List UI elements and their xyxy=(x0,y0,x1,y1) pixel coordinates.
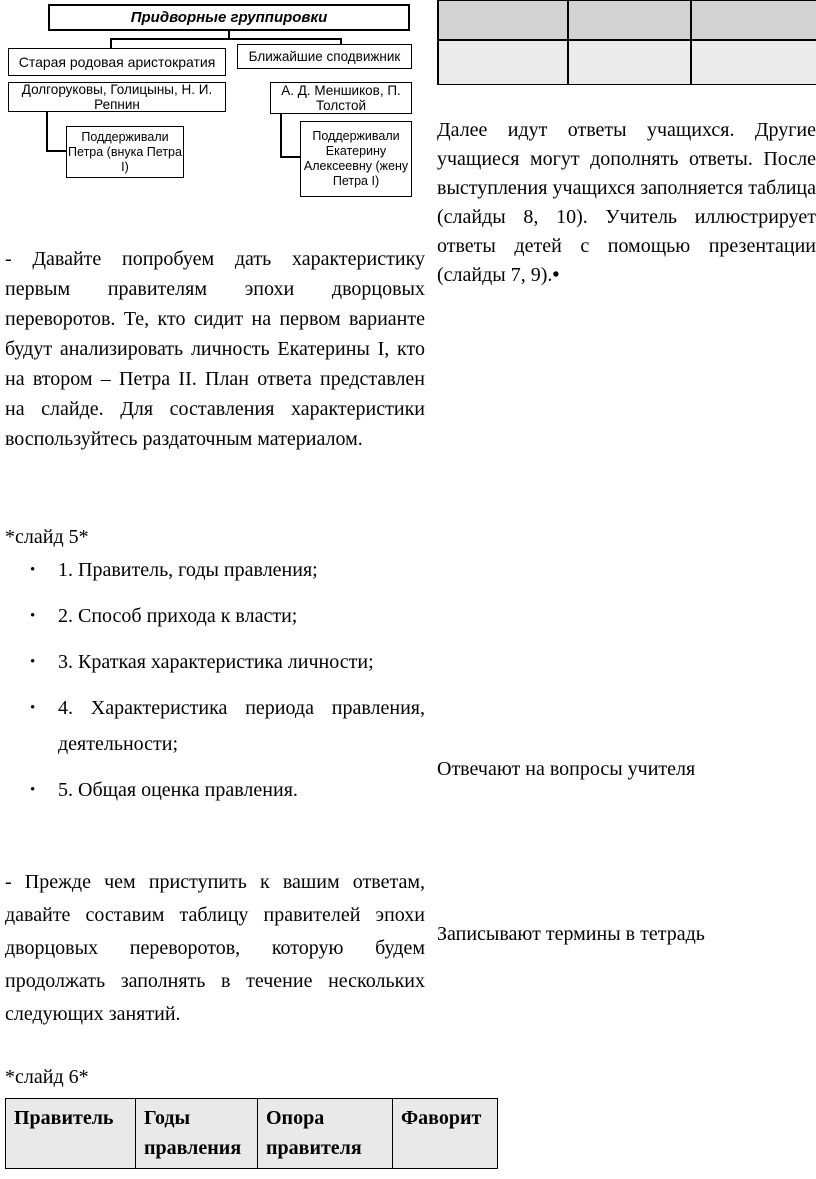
list-item xyxy=(30,644,425,680)
table-header-favorite: Фаворит xyxy=(393,1099,498,1169)
list-item-text: 4. Характеристика периода правления, деятельности; xyxy=(58,697,425,755)
top-empty-table xyxy=(437,0,816,85)
teacher-notes-text: Далее идут ответы учащихся. Другие учащиеся могут дополнять ответы. После выступления учащихся заполняется таблица (слайды 8, 10). Учитель иллюстрирует ответы детей с помощью презентации (слайды 7, 9). xyxy=(437,119,816,286)
empty-cell xyxy=(438,40,568,85)
list-item xyxy=(30,772,425,808)
right-group-box xyxy=(237,44,412,69)
list-item-text: 2. Способ прихода к власти; xyxy=(58,605,298,627)
footnote-bullet: • xyxy=(552,264,560,286)
diagram-title-box xyxy=(48,4,410,31)
bullet-icon: • xyxy=(30,608,36,624)
connector-line xyxy=(280,114,282,158)
connector-line xyxy=(46,150,66,152)
lesson-paragraph-2: - Прежде чем приступить к вашим ответам, давайте составим таблицу правителей эпохи дворцовых переворотов, которую будем продолжать заполнять в течение нескольких следующих занятий. xyxy=(5,871,425,1025)
right-support-box xyxy=(300,121,412,197)
table-header-support: Опора правителя xyxy=(258,1099,393,1169)
bullet-icon: • xyxy=(30,782,36,798)
bullet-icon: • xyxy=(30,654,36,670)
list-item-text: 5. Общая оценка правления. xyxy=(58,779,298,801)
right-members-box xyxy=(270,82,412,114)
table-header-ruler: Правитель xyxy=(6,1099,136,1169)
left-support-box xyxy=(66,126,184,178)
answer-plan-list xyxy=(30,552,425,818)
slide6-marker: *слайд 6* xyxy=(5,1066,89,1088)
right-members-label: А. Д. Меншиков, П. Толстой xyxy=(281,83,401,113)
list-item-text: 1. Правитель, годы правления; xyxy=(58,559,318,581)
empty-cell xyxy=(568,0,691,40)
connector-line xyxy=(110,38,342,40)
left-members-box xyxy=(8,82,226,112)
lesson-paragraph-1: - Давайте попробуем дать характеристику первым правителям эпохи дворцовых переворотов. Те, кто сидит на первом варианте будут анализировать личность Екатерины I, кто на втором – Петра II. План ответа представлен на слайде. Для составления характеристики воспользуйтесь раздаточным материалом. xyxy=(5,248,425,450)
list-item-text: 3. Краткая характеристика личности; xyxy=(58,651,374,673)
empty-cell xyxy=(691,0,816,40)
slide5-marker: *слайд 5* xyxy=(5,526,89,548)
left-members-label: Долгоруковы, Голицыны, Н. И. Репнин xyxy=(21,82,213,112)
right-support-label: Поддерживали Екатерину Алексеевну (жену Петра I) xyxy=(303,129,409,188)
rulers-table xyxy=(5,1098,498,1169)
table-header-years: Годы правления xyxy=(136,1099,258,1169)
left-support-label: Поддерживали Петра (внука Петра I) xyxy=(68,129,182,174)
list-item xyxy=(30,690,425,762)
empty-cell xyxy=(691,40,816,85)
connector-line xyxy=(228,31,230,38)
bullet-icon: • xyxy=(30,700,36,716)
left-group-label: Старая родовая аристократия xyxy=(18,54,216,70)
note-answers: Отвечают на вопросы учителя xyxy=(437,758,696,780)
empty-cell xyxy=(568,40,691,85)
connector-line xyxy=(46,112,48,152)
teacher-notes-paragraph xyxy=(437,116,816,290)
connector-line xyxy=(280,156,300,158)
court-groups-diagram xyxy=(0,0,414,232)
table-header-row xyxy=(6,1099,498,1169)
note-terms: Записывают термины в тетрадь xyxy=(437,923,705,945)
list-item xyxy=(30,598,425,634)
connector-line xyxy=(110,38,112,48)
right-group-label: Ближайшие сподвижник xyxy=(248,49,401,64)
empty-cell xyxy=(438,0,568,40)
bullet-icon: • xyxy=(30,562,36,578)
list-item xyxy=(30,552,425,588)
diagram-title: Придворные группировки xyxy=(130,9,328,26)
left-group-box xyxy=(8,48,226,76)
